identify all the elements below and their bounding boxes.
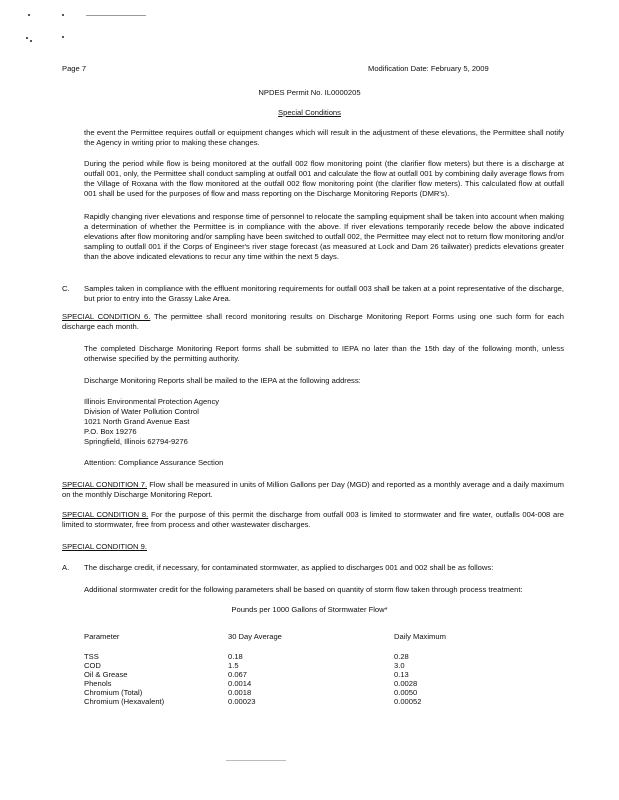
sc6-label: SPECIAL CONDITION 6. <box>62 312 151 321</box>
table-row <box>84 652 514 661</box>
paragraph-dmr-mailing: Discharge Monitoring Reports shall be mailed to the IEPA at the following address: <box>84 376 361 385</box>
item-a-label: A. <box>62 563 70 572</box>
modification-date: Modification Date: February 5, 2009 <box>368 64 489 73</box>
table-cell: 0.0014 <box>228 679 252 688</box>
table-header-cell: 30 Day Average <box>228 632 282 641</box>
table-header-cell: Daily Maximum <box>394 632 446 641</box>
attention-line: Attention: Compliance Assurance Section <box>84 458 224 467</box>
table-cell: Chromium (Total) <box>84 688 143 697</box>
table-header-cell: Parameter <box>84 632 120 641</box>
table-cell: COD <box>84 661 101 670</box>
table-cell: 0.0018 <box>228 688 252 697</box>
address-block <box>84 397 219 447</box>
address-line: P.O. Box 19276 <box>84 427 137 436</box>
scan-mark <box>226 760 286 761</box>
special-condition-9: SPECIAL CONDITION 9. <box>62 542 147 551</box>
paragraph-elevation-changes: the event the Permittee requires outfall or equipment changes which will result in the adjustment of these elevations, the Permittee shall notify the Agency in writing prior to making these changes. <box>84 128 564 147</box>
table-row <box>84 670 514 679</box>
sc6-text: The permittee shall record monitoring results on Discharge Monitoring Report Forms using one such form for each discharge each month. <box>62 312 564 331</box>
table-cell: 0.00052 <box>394 697 422 706</box>
table-cell: 0.28 <box>394 652 409 661</box>
sc7-label: SPECIAL CONDITION 7. <box>62 480 148 489</box>
address-line: 1021 North Grand Avenue East <box>84 417 190 426</box>
sc7-text: Flow shall be measured in units of Million Gallons per Day (MGD) and reported as a monthly average and a daily maximum on the monthly Discharge Monitoring Report. <box>62 480 564 499</box>
table-cell: 0.18 <box>228 652 243 661</box>
table-cell: Chromium (Hexavalent) <box>84 697 165 706</box>
sc8-label: SPECIAL CONDITION 8. <box>62 510 149 519</box>
table-cell: 0.13 <box>394 670 409 679</box>
special-condition-7 <box>62 480 564 500</box>
paragraph-dmr-submission: The completed Discharge Monitoring Report forms shall be submitted to IEPA no later than the 15th day of the following month, unless otherwise specified by the permitting authority. <box>84 344 564 363</box>
sc8-text: For the purpose of this permit the discharge from outfall 003 is limited to stormwater and fire water, outfalls 004-008 are limited to stormwater, free from process and other wastewater discharges. <box>62 510 564 529</box>
special-condition-8 <box>62 510 564 530</box>
table-cell: TSS <box>84 652 99 661</box>
table-cell: Oil & Grease <box>84 670 128 679</box>
section-title: Special Conditions <box>278 108 341 117</box>
table-row <box>84 688 514 697</box>
permit-number: NPDES Permit No. IL0000205 <box>258 88 361 97</box>
table-caption: Pounds per 1000 Gallons of Stormwater Flow* <box>231 605 388 614</box>
table-row <box>84 679 514 688</box>
table-cell: 0.067 <box>228 670 248 679</box>
parameter-table <box>84 632 514 706</box>
address-line: Division of Water Pollution Control <box>84 407 199 416</box>
paragraph-river-elevations: Rapidly changing river elevations and response time of personnel to relocate the sampling equipment shall be taken into account when making a determination of whether the Permittee is in compliance with the above. If river elevations temporarily recede below the above indicated elevations after flow monitoring and/or sampling have been switched to outfall 002, the Permittee may elect not to return flow monitoring and/or sampling to outfall 001 if the Corps of Engineer's river stage forecast (as measured at Lock and Dam 26 tailwater) predicts elevations greater than the above indicated elevations to recur any time within the next 5 days. <box>84 212 564 261</box>
table-cell: 3.0 <box>394 661 405 670</box>
table-header-row <box>84 632 514 652</box>
table-row <box>84 661 514 670</box>
item-c-label: C. <box>62 284 70 293</box>
paragraph-stormwater-credit: Additional stormwater credit for the following parameters shall be based on quantity of storm flow taken through process treatment: <box>84 585 523 594</box>
table-cell: 0.0028 <box>394 679 418 688</box>
paragraph-flow-monitoring: During the period while flow is being monitored at the outfall 002 flow monitoring point (the clarifier flow meters) but there is a discharge at outfall 001, only, the Permittee shall conduct sampling at outfall 001 and calculate the flow at outfall 001 by combining daily average flows from the Village of Roxana with the flow monitored at the outfall 002 flow monitoring point (the clarifier flow meters). This calculated flow at outfall 001 shall be used for the purposes of flow and mass reporting on the Discharge Monitoring Reports (DMR's). <box>84 159 564 198</box>
table-cell: Phenols <box>84 679 112 688</box>
page-number: Page 7 <box>62 64 87 73</box>
table-cell: 0.0050 <box>394 688 418 697</box>
table-cell: 0.00023 <box>228 697 256 706</box>
special-condition-6 <box>62 312 564 332</box>
address-line: Springfield, Illinois 62794-9276 <box>84 437 188 446</box>
item-a-text: The discharge credit, if necessary, for contaminated stormwater, as applied to discharges 001 and 002 shall be as follows: <box>84 563 494 572</box>
table-row <box>84 697 514 706</box>
table-cell: 1.5 <box>228 661 239 670</box>
item-c-text: Samples taken in compliance with the effluent monitoring requirements for outfall 003 shall be taken at a point representative of the discharge, but prior to entry into the Grassy Lake Area. <box>84 284 564 303</box>
address-line: Illinois Environmental Protection Agency <box>84 397 220 406</box>
